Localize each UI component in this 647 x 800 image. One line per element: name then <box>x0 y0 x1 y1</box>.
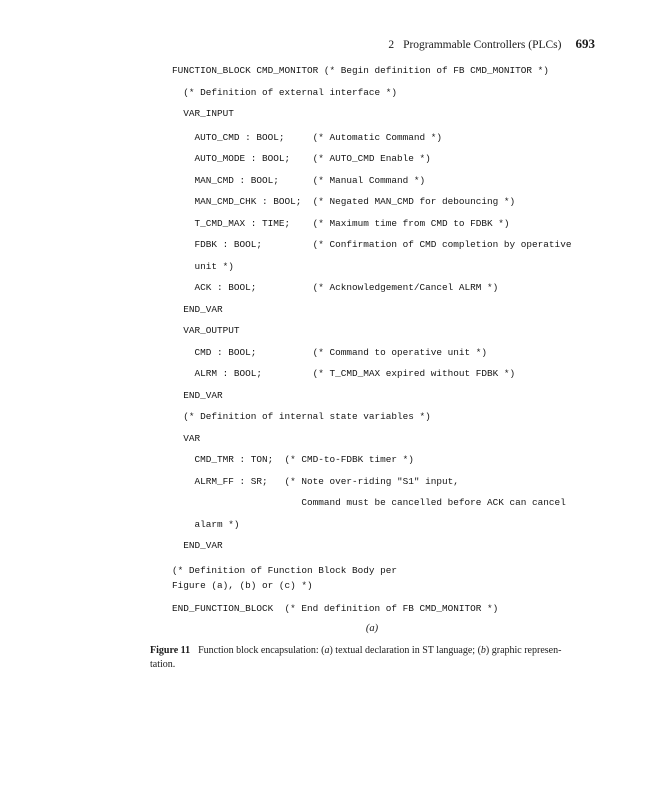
code-line: (* Definition of internal state variables *) <box>172 411 431 422</box>
chapter-number: 2 <box>388 39 395 51</box>
figure-caption <box>150 644 605 671</box>
caption-segment: Figure 11 <box>150 645 191 656</box>
code-line: CMD : BOOL; (* Command to operative unit *) <box>172 346 488 358</box>
caption-segment: Function block encapsulation: ( <box>198 645 325 656</box>
code-line: END_VAR <box>172 540 223 551</box>
caption-segment: b <box>480 645 486 656</box>
code-line: Figure (a), (b) or (c) *) <box>172 580 313 591</box>
caption-segment: ) textual declaration in ST language; ( <box>329 645 481 656</box>
figure-part-label: (a) <box>365 623 379 634</box>
chapter-title: Programmable Controllers (PLCs) <box>403 39 562 51</box>
code-line: MAN_CMD : BOOL; (* Manual Command *) <box>172 174 426 186</box>
caption-segment: ) graphic represen- <box>485 645 562 656</box>
code-line: alarm *) <box>172 518 240 530</box>
code-line: FDBK : BOOL; (* Confirmation of CMD completion by operative <box>172 239 572 250</box>
code-line: ACK : BOOL; (* Acknowledgement/Cancel ALRM *) <box>172 282 499 293</box>
caption-segment: a <box>324 645 330 656</box>
code-line: unit *) <box>172 260 234 272</box>
code-line: END_VAR <box>172 303 223 315</box>
code-line: ALRM : BOOL; (* T_CMD_MAX expired without FDBK *) <box>172 368 516 379</box>
code-line: (* Definition of Function Block Body per <box>172 564 398 576</box>
code-line: VAR_INPUT <box>172 108 234 119</box>
code-line: CMD_TMR : TON; (* CMD-to-FDBK timer *) <box>172 454 414 465</box>
code-line: FUNCTION_BLOCK CMD_MONITOR (* Begin definition of FB CMD_MONITOR *) <box>172 65 549 76</box>
code-line: AUTO_CMD : BOOL; (* Automatic Command *) <box>172 131 443 143</box>
caption-segment: tation. <box>150 658 176 670</box>
code-line: Command must be cancelled before ACK can cancel <box>172 497 566 508</box>
code-line: END_FUNCTION_BLOCK (* End definition of FB CMD_MONITOR *) <box>172 602 499 614</box>
code-line: VAR_OUTPUT <box>172 325 240 336</box>
code-line: END_VAR <box>172 389 223 401</box>
code-line: AUTO_MODE : BOOL; (* AUTO_CMD Enable *) <box>172 153 431 164</box>
code-line: VAR <box>172 432 201 444</box>
code-line: ALRM_FF : SR; (* Note over-riding "S1" input, <box>172 475 459 487</box>
code-line: (* Definition of external interface *) <box>172 86 398 98</box>
page-header <box>388 36 595 52</box>
code-listing <box>172 60 571 619</box>
code-line: MAN_CMD_CHK : BOOL; (* Negated MAN_CMD for debouncing *) <box>172 196 516 207</box>
code-line: T_CMD_MAX : TIME; (* Maximum time from CMD to FDBK *) <box>172 217 510 229</box>
page-number: 693 <box>575 36 595 51</box>
